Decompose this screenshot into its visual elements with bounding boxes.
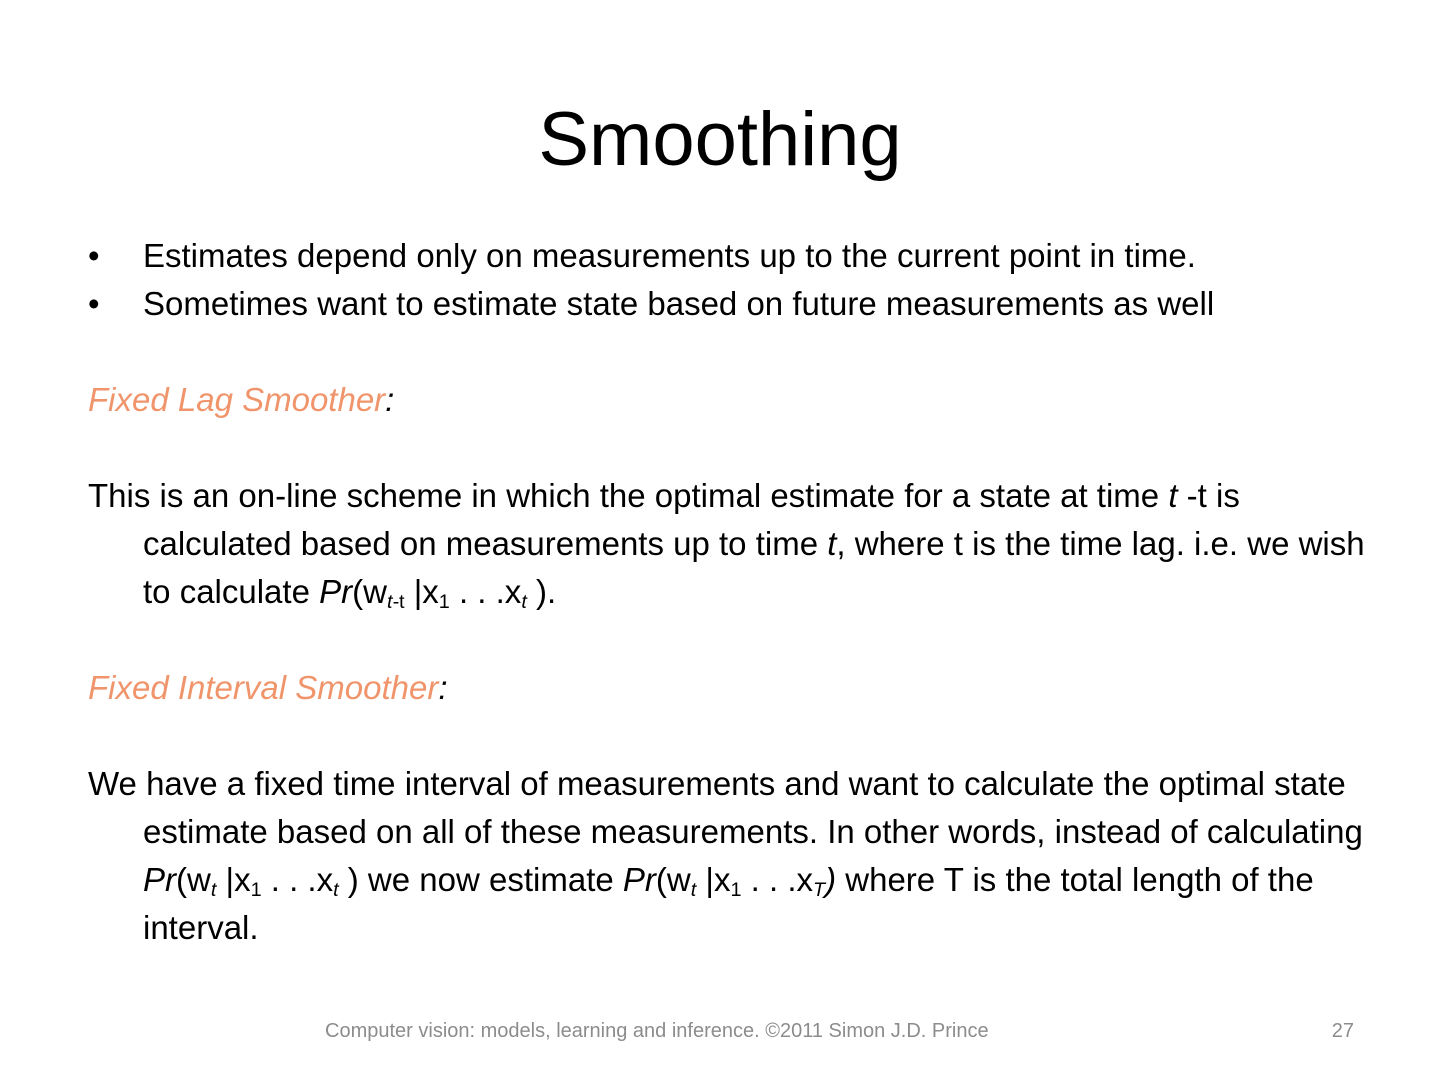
formula-run: . . .x xyxy=(449,573,522,610)
formula-run: ) we now estimate xyxy=(338,861,623,898)
formula-run: (w xyxy=(176,861,211,898)
italic-pr: Pr xyxy=(143,861,176,898)
subscript: 1 xyxy=(250,878,262,901)
formula-run: . . .x xyxy=(741,861,813,898)
bullet-text: Estimates depend only on measurements up to the current point in time. xyxy=(143,237,1196,274)
footer-note: Computer vision: models, learning and inference. ©2011 Simon J.D. Prince xyxy=(325,1020,989,1042)
bullet-item xyxy=(88,280,1378,328)
subscript-italic: t xyxy=(521,590,527,613)
italic-pr: Pr xyxy=(319,573,353,610)
subscript: 1 xyxy=(730,878,742,901)
text-run: -t is calculated based on measurements up to time xyxy=(143,477,1240,562)
subscript-italic: t- xyxy=(386,590,400,613)
formula-run: ). xyxy=(526,573,557,610)
italic-var: t xyxy=(827,525,837,562)
subscript-italic: t xyxy=(690,878,697,901)
text-run: This is an on-line scheme in which the optimal estimate for a state at time xyxy=(88,477,1169,514)
bullet-list xyxy=(88,232,1378,328)
subscript xyxy=(387,591,405,613)
formula-run: . . .x xyxy=(261,861,334,898)
fixed-interval-paragraph xyxy=(88,760,1378,952)
subscript-text: t xyxy=(399,590,405,613)
fixed-lag-paragraph xyxy=(88,472,1378,616)
italic-pr: Pr xyxy=(622,861,656,898)
slide-title: Smoothing xyxy=(538,97,902,182)
subscript-italic: T xyxy=(813,878,826,901)
formula-run: |x xyxy=(404,573,439,610)
bullet-text: Sometimes want to estimate state based on future measurements as well xyxy=(143,285,1215,322)
formula-run: (w xyxy=(655,861,691,898)
bullet-icon: • xyxy=(88,237,100,274)
formula-run: |x xyxy=(216,861,251,898)
bullet-icon: • xyxy=(88,285,100,322)
subscript-italic: t xyxy=(333,878,339,901)
subscript: 1 xyxy=(438,590,450,613)
text-run: We have a fixed time interval of measurements and want to calculate the optimal state estimate based on all of these measurements. In other words, instead of calculating xyxy=(88,765,1363,850)
subscript xyxy=(813,879,825,901)
page-number: 27 xyxy=(1331,1020,1354,1042)
text-run: , where t is the time lag. i.e. we wish to calculate xyxy=(143,525,1365,610)
fixed-interval-heading xyxy=(88,664,1378,712)
fixed-lag-heading xyxy=(88,376,1378,424)
fixed-interval-heading-text: Fixed Interval Smoother xyxy=(88,669,439,706)
formula-run: |x xyxy=(696,861,731,898)
fixed-lag-heading-text: Fixed Lag Smoother xyxy=(88,381,386,418)
bullet-item xyxy=(88,232,1378,280)
slide-body xyxy=(88,232,1378,952)
formula-italic: ) xyxy=(825,861,837,898)
subscript-italic: t xyxy=(210,878,217,901)
italic-var: t xyxy=(1168,477,1178,514)
text-run: where T is the total length of the interval. xyxy=(143,861,1314,946)
formula-run: (w xyxy=(352,573,387,610)
heading-colon: : xyxy=(438,669,448,706)
heading-colon: : xyxy=(385,381,395,418)
